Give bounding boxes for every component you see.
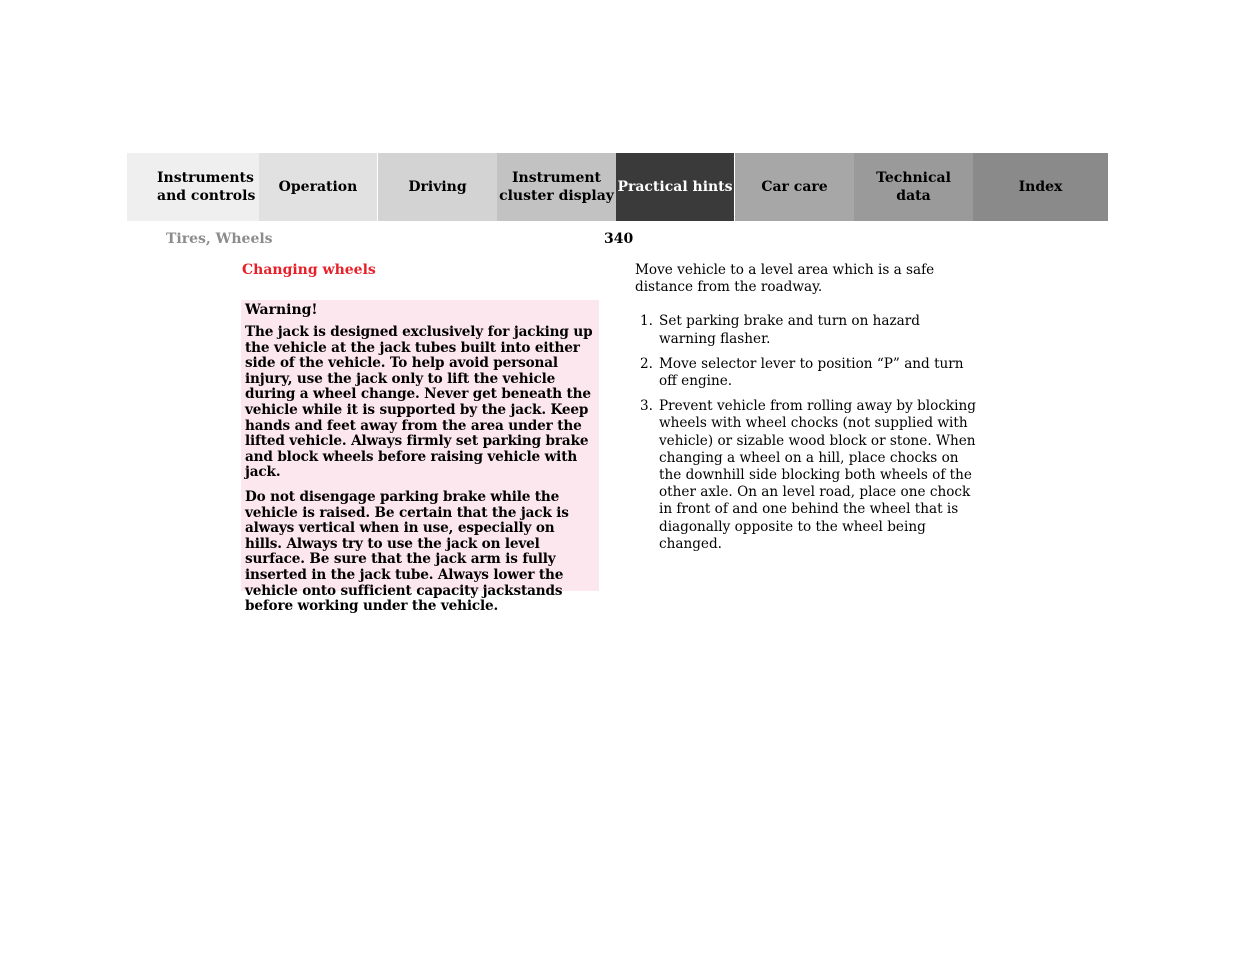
list-item <box>635 398 980 553</box>
tab-driving[interactable]: Driving <box>378 153 497 221</box>
warning-box <box>241 300 599 615</box>
step-number: 3. <box>640 398 653 415</box>
page-heading: Changing wheels <box>242 262 376 278</box>
step-number: 1. <box>640 313 653 330</box>
intro-text: Move vehicle to a level area which is a safe distance from the roadway. <box>635 262 935 296</box>
tab-technical-data[interactable]: Technical data <box>854 153 973 221</box>
tab-car-care[interactable]: Car care <box>735 153 854 221</box>
tab-instrument-cluster-display[interactable]: Instrument cluster display <box>497 153 616 221</box>
tab-instruments-and-controls[interactable]: Instruments and controls <box>127 153 259 221</box>
tab-index[interactable]: Index <box>973 153 1108 221</box>
warning-paragraph: The jack is designed exclusively for jacking up the vehicle at the jack tubes built into either side of the vehicle. To help avoid personal injury, use the jack only to lift the vehicle during a wheel change. Never get beneath the vehicle while it is supported by the jack. Keep hands and feet away from the area under the lifted vehicle. Always firmly set parking brake and block wheels before raising vehicle with jack. <box>245 324 593 481</box>
instructions-column <box>635 262 980 561</box>
step-text: Prevent vehicle from rolling away by blocking wheels with wheel chocks (not supplied with vehicle) or sizable wood block or stone. When changing a wheel on a hill, place chocks on the downhill side blocking both wheels of the other axle. On an level road, place one chock in front of and one behind the wheel that is diagonally opposite to the wheel being changed. <box>659 398 976 552</box>
section-title: Tires, Wheels <box>166 231 273 247</box>
step-text: Set parking brake and turn on hazard warning flasher. <box>659 313 920 347</box>
page-number: 340 <box>604 231 634 247</box>
step-text: Move selector lever to position “P” and turn off engine. <box>659 355 964 390</box>
list-item <box>635 313 980 347</box>
warning-paragraph: Do not disengage parking brake while the vehicle is raised. Be certain that the jack is always vertical when in use, especially on hills. Always try to use the jack on level surface. Be sure that the jack arm is fully inserted in the jack tube. Always lower the vehicle onto sufficient capacity jackstands before working under the vehicle. <box>245 488 569 615</box>
tab-operation[interactable]: Operation <box>259 153 378 221</box>
steps-list <box>635 313 980 553</box>
warning-title: Warning! <box>245 302 318 318</box>
chapter-nav <box>127 153 1108 221</box>
tab-practical-hints[interactable]: Practical hints <box>616 153 735 221</box>
list-item <box>635 356 980 390</box>
step-number: 2. <box>640 355 653 372</box>
